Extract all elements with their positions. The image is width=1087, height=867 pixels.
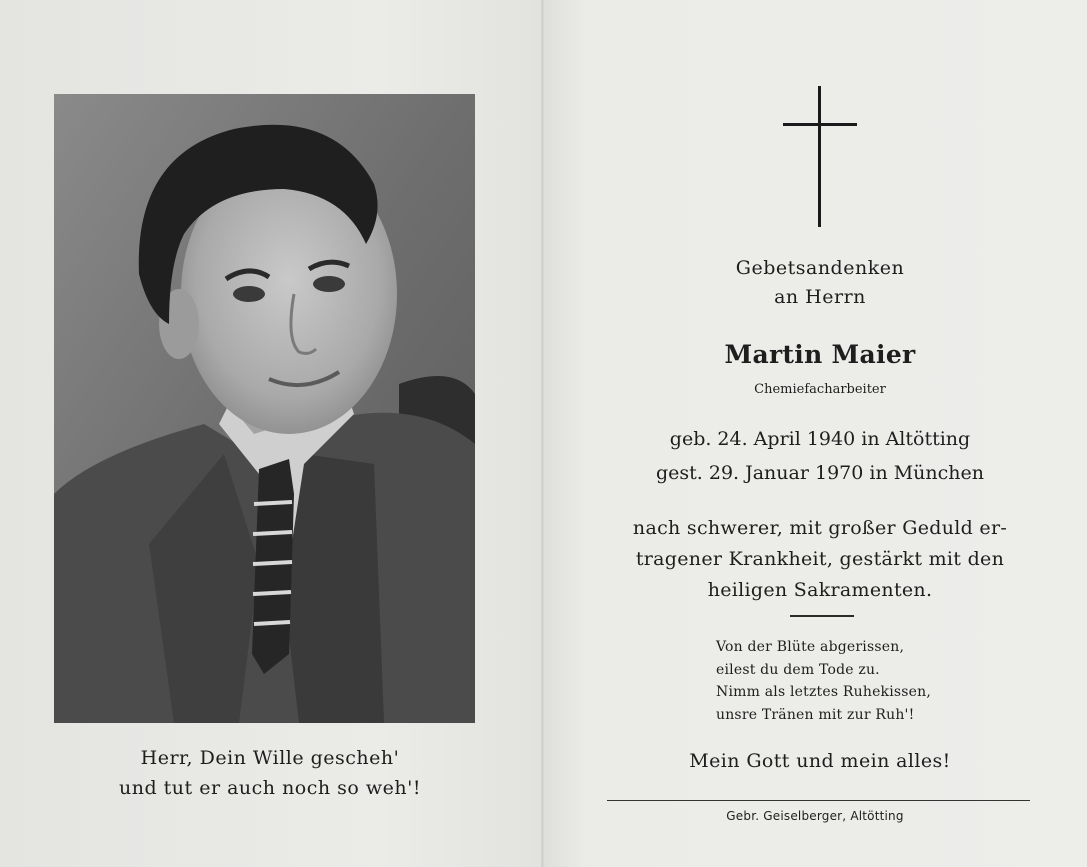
verse-line: Von der Blüte abgerissen,: [716, 639, 905, 655]
verse-line: eilest du dem Tode zu.: [716, 661, 880, 678]
illness-text: [600, 513, 1040, 606]
occupation: Chemiefacharbeiter: [754, 382, 886, 397]
deceased-name: Martin Maier: [724, 340, 916, 369]
caption-line-1: Herr, Dein Wille gescheh': [140, 747, 400, 769]
memorial-subheading: an Herrn: [774, 286, 866, 308]
verse-line: unsre Tränen mit zur Ruh'!: [716, 706, 915, 723]
illness-line: heiligen Sakramenten.: [707, 579, 933, 601]
closing-prayer: Mein Gott und mein alles!: [689, 750, 951, 772]
card-fold: [541, 0, 544, 867]
portrait-photo: [54, 94, 475, 723]
memorial-heading: Gebetsandenken: [735, 257, 905, 279]
divider-rule: [790, 615, 854, 617]
caption-line-2: und tut er auch noch so weh'!: [119, 777, 421, 799]
death-line: gest. 29. Januar 1970 in München: [655, 462, 985, 484]
footer-rule: [607, 800, 1030, 801]
illness-line: tragener Krankheit, gestärkt mit den: [635, 548, 1005, 570]
portrait-illustration: [54, 94, 475, 723]
printer-credit: Gebr. Geiselberger, Altötting: [726, 809, 904, 823]
birth-line: geb. 24. April 1940 in Altötting: [669, 428, 971, 450]
illness-line: nach schwerer, mit großer Geduld er-: [632, 517, 1008, 539]
verse: [716, 636, 931, 726]
verse-line: Nimm als letztes Ruhekissen,: [716, 684, 932, 700]
